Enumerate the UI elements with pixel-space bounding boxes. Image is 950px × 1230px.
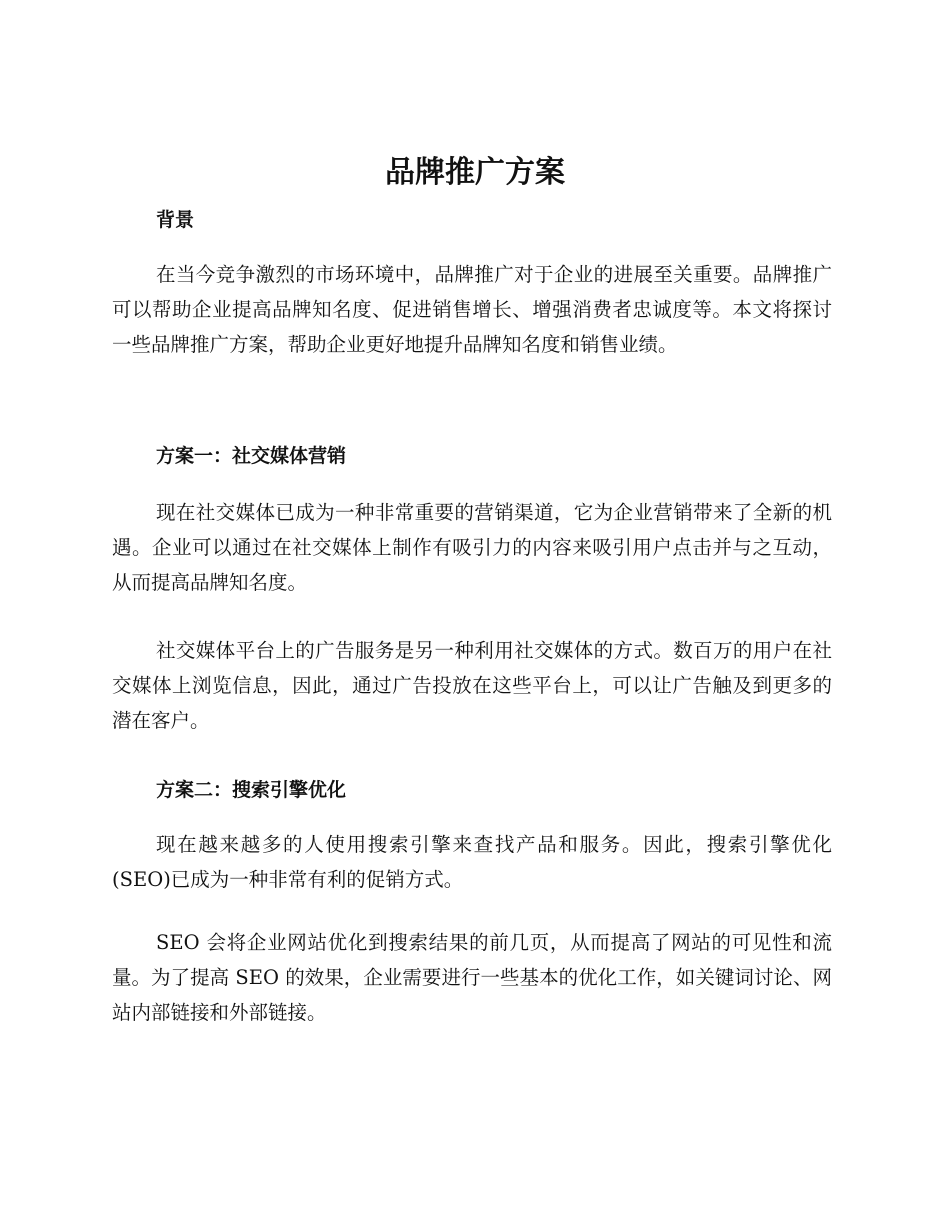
section-heading-background: 背景 [156, 209, 195, 231]
section-heading-plan-one: 方案一：社交媒体营销 [156, 445, 347, 467]
plan-two-paragraph-2: SEO 会将企业网站优化到搜索结果的前几页，从而提高了网站的可见性和流量。为了提高 SEO 的效果，企业需要进行一些基本的优化工作，如关键词讨论、网站内部链接和外部链接。 [112, 931, 832, 1024]
background-paragraph: 在当今竞争激烈的市场环境中，品牌推广对于企业的进展至关重要。品牌推广可以帮助企业提高品牌知名度、促进销售增长、增强消费者忠诚度等。本文将探讨一些品牌推广方案，帮助企业更好地提升品牌知名度和销售业绩。 [112, 263, 832, 356]
plan-one-paragraph-2: 社交媒体平台上的广告服务是另一种利用社交媒体的方式。数百万的用户在社交媒体上浏览信息，因此，通过广告投放在这些平台上，可以让广告触及到更多的潜在客户。 [112, 639, 832, 732]
section-heading-plan-two: 方案二：搜索引擎优化 [156, 779, 347, 801]
plan-two-paragraph-1: 现在越来越多的人使用搜索引擎来查找产品和服务。因此，搜索引擎优化(SEO)已成为一种非常有利的促销方式。 [112, 833, 832, 891]
plan-one-paragraph-1: 现在社交媒体已成为一种非常重要的营销渠道，它为企业营销带来了全新的机遇。企业可以通过在社交媒体上制作有吸引力的内容来吸引用户点击并与之互动，从而提高品牌知名度。 [112, 501, 832, 594]
document-title: 品牌推广方案 [385, 155, 565, 190]
